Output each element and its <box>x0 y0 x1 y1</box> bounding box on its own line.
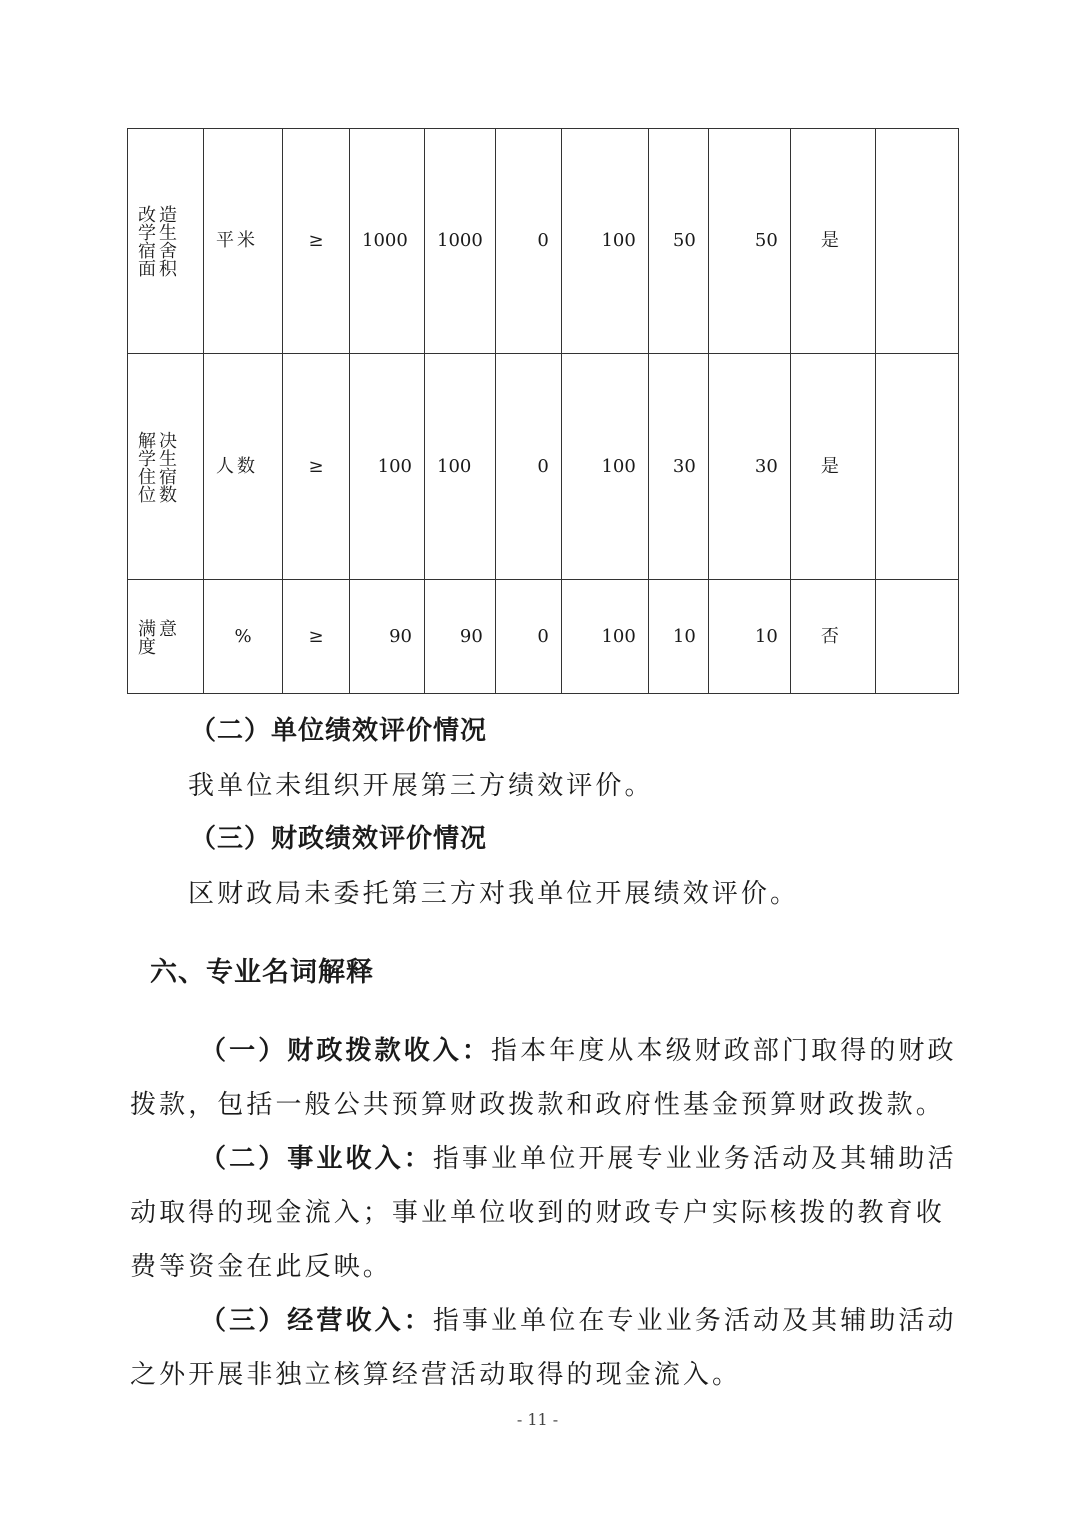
unit-cell: % <box>204 580 283 694</box>
note-cell <box>875 580 958 694</box>
indicator-name-line: 宿舍 <box>138 241 180 262</box>
indicator-name-line: 解决 <box>138 430 180 452</box>
weight-cell: 50 <box>648 129 708 354</box>
note-cell <box>875 354 958 580</box>
performance-indicator-table <box>127 128 959 694</box>
note-cell <box>875 129 958 354</box>
core-indicator-cell: 是 <box>790 129 875 354</box>
table-row <box>128 129 959 354</box>
score-cell: 10 <box>708 580 790 694</box>
actual-cell: 90 <box>425 580 496 694</box>
operator-cell: ≥ <box>283 580 350 694</box>
indicator-name-line: 位数 <box>138 484 180 506</box>
table-row <box>128 354 959 580</box>
term-definition-1-cont: 拨款，包括一般公共预算财政拨款和政府性基金预算财政拨款。 <box>130 1090 945 1120</box>
score-cell: 30 <box>708 354 790 580</box>
term-text: 指事业单位开展专业业务活动及其辅助活 <box>432 1144 957 1174</box>
indicator-name-line: 住宿 <box>138 466 180 488</box>
indicator-name-cell <box>128 354 204 580</box>
completion-cell: 100 <box>561 354 648 580</box>
unit-cell: 人数 <box>204 354 283 580</box>
completion-cell: 100 <box>561 129 648 354</box>
term-definition-2-cont: 费等资金在此反映。 <box>130 1252 392 1282</box>
table-row <box>128 580 959 694</box>
indicator-name-line: 学生 <box>138 223 180 244</box>
indicator-name-line: 面积 <box>138 259 180 280</box>
indicator-name-line: 满意 <box>138 618 180 640</box>
page-number: - 11 - <box>516 1410 559 1429</box>
term-definition-2 <box>200 1138 957 1175</box>
section-six-heading: 六、专业名词解释 <box>150 957 374 988</box>
indicator-name-line: 度 <box>138 636 159 658</box>
term-definition-1 <box>200 1030 957 1067</box>
unit-cell: 平米 <box>204 129 283 354</box>
finance-eval-text: 区财政局未委托第三方对我单位开展绩效评价。 <box>188 879 800 909</box>
weight-cell: 30 <box>648 354 708 580</box>
term-label: （二）事业收入： <box>200 1144 433 1174</box>
indicator-name-cell <box>128 580 204 694</box>
target-cell: 100 <box>350 354 425 580</box>
completion-cell: 100 <box>561 580 648 694</box>
core-indicator-cell: 是 <box>790 354 875 580</box>
term-definition-2-cont: 动取得的现金流入；事业单位收到的财政专户实际核拨的教育收 <box>130 1198 945 1228</box>
term-definition-3-cont: 之外开展非独立核算经营活动取得的现金流入。 <box>130 1360 742 1390</box>
section-heading-finance-eval: （三）财政绩效评价情况 <box>190 824 488 854</box>
operator-cell: ≥ <box>283 354 350 580</box>
actual-cell: 100 <box>425 354 496 580</box>
term-label: （三）经营收入： <box>200 1306 433 1336</box>
section-heading-unit-eval: （二）单位绩效评价情况 <box>190 716 488 746</box>
actual-cell: 1000 <box>425 129 496 354</box>
term-text: 指事业单位在专业业务活动及其辅助活动 <box>432 1306 957 1336</box>
indicator-name-line: 改造 <box>138 205 180 226</box>
score-cell: 50 <box>708 129 790 354</box>
target-cell: 1000 <box>350 129 425 354</box>
core-indicator-cell: 否 <box>790 580 875 694</box>
deviation-cell: 0 <box>495 129 561 354</box>
weight-cell: 10 <box>648 580 708 694</box>
indicator-name-cell <box>128 129 204 354</box>
term-definition-3 <box>200 1300 957 1337</box>
target-cell: 90 <box>350 580 425 694</box>
deviation-cell: 0 <box>495 354 561 580</box>
term-label: （一）财政拨款收入： <box>200 1036 492 1066</box>
operator-cell: ≥ <box>283 129 350 354</box>
term-text: 指本年度从本级财政部门取得的财政 <box>491 1036 957 1066</box>
deviation-cell: 0 <box>495 580 561 694</box>
indicator-name-line: 学生 <box>138 448 180 470</box>
unit-eval-text: 我单位未组织开展第三方绩效评价。 <box>188 771 654 801</box>
